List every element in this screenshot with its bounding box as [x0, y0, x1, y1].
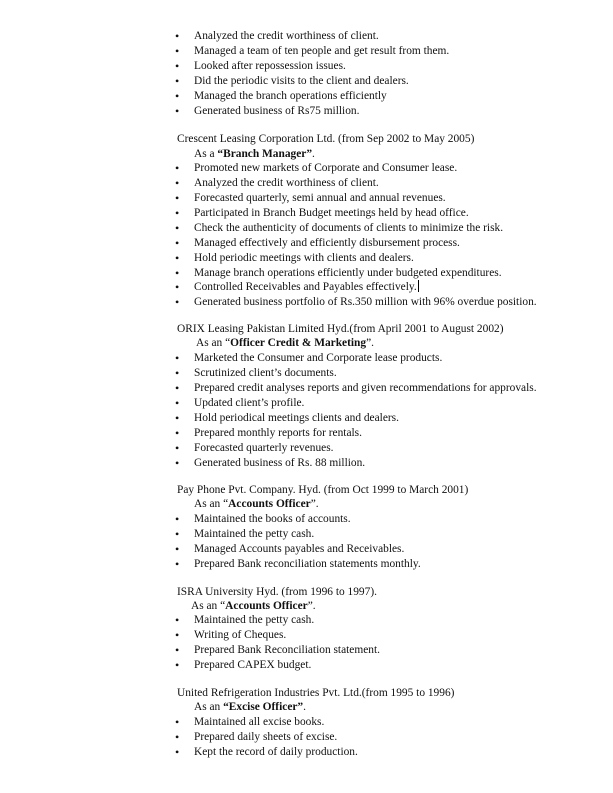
company-heading: Crescent Leasing Corporation Ltd. (from Sep 2002 to May 2005)	[177, 133, 475, 145]
list-item: • Writing of Cheques.	[194, 628, 286, 643]
list-item: • Maintained all excise books.	[194, 715, 324, 730]
list-item: • Prepared Bank Reconciliation statement.	[194, 643, 380, 658]
role-prefix: As an “	[194, 498, 229, 510]
role-title: Accounts Officer	[228, 498, 311, 510]
list-item: • Managed Accounts payables and Receivables.	[194, 542, 404, 557]
list-item: • Managed a team of ten people and get result from them.	[194, 44, 449, 59]
list-item: • Manage branch operations efficiently under budgeted expenditures.	[194, 266, 502, 281]
role-line	[194, 497, 319, 512]
list-item: • Generated business of Rs. 88 million.	[194, 456, 365, 471]
list-item: • Prepared credit analyses reports and given recommendations for approvals.	[194, 381, 537, 396]
text-cursor	[418, 280, 419, 292]
role-prefix: As an “	[196, 337, 231, 349]
role-title: Accounts Officer	[225, 600, 308, 612]
list-item: • Generated business portfolio of Rs.350 million with 96% overdue position.	[194, 295, 537, 310]
list-item: • Analyzed the credit worthiness of client.	[194, 176, 379, 191]
role-title: “Branch Manager”	[217, 148, 313, 160]
list-item: • Prepared monthly reports for rentals.	[194, 426, 362, 441]
list-item: • Maintained the petty cash.	[194, 613, 314, 628]
list-item: • Managed effectively and efficiently disbursement process.	[194, 236, 460, 251]
list-item: • Marketed the Consumer and Corporate lease products.	[194, 351, 442, 366]
list-item: • Hold periodical meetings clients and dealers.	[194, 411, 399, 426]
list-item: • Maintained the books of accounts.	[194, 512, 351, 527]
list-item: • Scrutinized client’s documents.	[194, 366, 337, 381]
list-item: • Kept the record of daily production.	[194, 745, 358, 760]
list-item: • Updated client’s profile.	[194, 396, 304, 411]
role-suffix: ”.	[310, 498, 319, 510]
list-item: • Forecasted quarterly, semi annual and annual revenues.	[194, 191, 446, 206]
list-item[interactable]	[194, 280, 419, 295]
list-item: • Forecasted quarterly revenues.	[194, 441, 333, 456]
role-line	[196, 336, 374, 351]
list-item: • Participated in Branch Budget meetings held by head office.	[194, 206, 469, 221]
company-heading: ISRA University Hyd. (from 1996 to 1997).	[177, 586, 377, 598]
role-title: “Excise Officer”	[223, 701, 304, 713]
list-item: • Managed the branch operations efficiently	[194, 89, 387, 104]
role-line	[191, 599, 316, 614]
list-item: • Looked after repossession issues.	[194, 59, 346, 74]
role-line	[194, 147, 315, 162]
role-suffix: ”.	[307, 600, 316, 612]
list-item: • Hold periodic meetings with clients and dealers.	[194, 251, 414, 266]
list-item: • Prepared daily sheets of excise.	[194, 730, 337, 745]
role-suffix: ”.	[366, 337, 374, 349]
list-item-text: Controlled Receivables and Payables effectively.	[194, 281, 417, 293]
list-item: • Analyzed the credit worthiness of client.	[194, 29, 379, 44]
company-heading: Pay Phone Pvt. Company. Hyd. (from Oct 1999 to March 2001)	[177, 484, 469, 496]
role-suffix: .	[312, 148, 315, 160]
list-item: • Check the authenticity of documents of clients to minimize the risk.	[194, 221, 503, 236]
role-line	[194, 700, 306, 715]
list-item: • Prepared Bank reconciliation statements monthly.	[194, 557, 421, 572]
list-item: • Prepared CAPEX budget.	[194, 658, 311, 673]
list-item: • Did the periodic visits to the client and dealers.	[194, 74, 409, 89]
list-item: • Promoted new markets of Corporate and Consumer lease.	[194, 161, 457, 176]
company-heading: ORIX Leasing Pakistan Limited Hyd.(from April 2001 to August 2002)	[177, 323, 504, 335]
role-prefix: As an	[194, 701, 224, 713]
list-item: • Generated business of Rs75 million.	[194, 104, 359, 119]
role-title: Officer Credit & Marketing	[230, 337, 367, 349]
role-prefix: As a	[194, 148, 218, 160]
role-suffix: .	[303, 701, 306, 713]
role-prefix: As an “	[191, 600, 226, 612]
list-item: • Maintained the petty cash.	[194, 527, 314, 542]
company-heading: United Refrigeration Industries Pvt. Ltd.(from 1995 to 1996)	[177, 687, 455, 699]
